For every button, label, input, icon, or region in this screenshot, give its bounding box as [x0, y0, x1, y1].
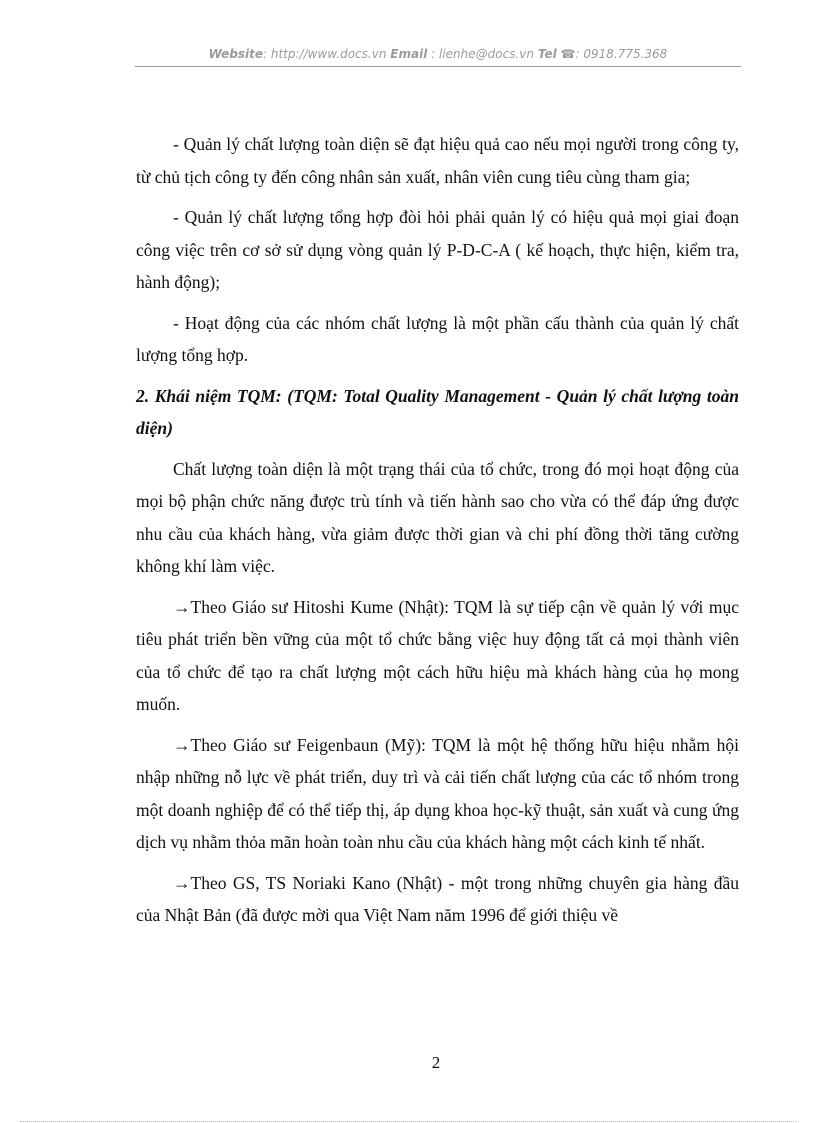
paragraph-definition: Chất lượng toàn diện là một trạng thái của tổ chức, trong đó mọi hoạt động của mọi bộ phận chức năng được trù tính và tiến hành sao cho vừa có thể đáp ứng được nhu cầu của khách hàng, vừa giảm được thời gian và chi phí đồng thời tăng cường không khí làm việc. — [136, 458, 739, 576]
website-label: Website — [208, 47, 263, 61]
paragraph-bullet-3: - Hoạt động của các nhóm chất lượng là một phần cấu thành của quản lý chất lượng tổng hợp. — [136, 312, 739, 365]
page-number: 2 — [431, 1053, 441, 1072]
header-divider — [135, 66, 741, 67]
paragraph-bullet-2: - Quản lý chất lượng tổng hợp đòi hỏi phải quản lý có hiệu quả mọi giai đoạn công việc trên cơ sở sử dụng vòng quản lý P-D-C-A ( kế hoạch, thực hiện, kiểm tra, hành động); — [136, 207, 739, 292]
paragraph-kano: →Theo GS, TS Noriaki Kano (Nhật) - một trong những chuyên gia hàng đầu của Nhật Bản (đã được mời qua Việt Nam năm 1996 để giới thiệu về — [136, 872, 739, 925]
email-label: Email — [390, 47, 428, 61]
section-heading: 2. Khái niệm TQM: (TQM: Total Quality Management - Quản lý chất lượng toàn diện) — [136, 385, 739, 438]
document-body — [136, 128, 739, 940]
page-header — [135, 47, 741, 61]
page-bottom-divider — [20, 1121, 796, 1122]
paragraph-bullet-1: - Quản lý chất lượng toàn diện sẽ đạt hiệu quả cao nếu mọi người trong công ty, từ chủ tịch công ty đến công nhân sản xuất, nhân viên cung tiêu cùng tham gia; — [136, 134, 739, 187]
email-value: : lienhe@docs.vn — [431, 47, 534, 61]
tel-label: Tel — [537, 47, 557, 61]
tel-value: : 0918.775.368 — [575, 47, 668, 61]
paragraph-feigenbaun: →Theo Giáo sư Feigenbaun (Mỹ): TQM là một hệ thống hữu hiệu nhằm hội nhập những nỗ lực về phát triển, duy trì và cải tiến chất lượng của các tổ nhóm trong một doanh nghiệp để có thể tiếp thị, áp dụng khoa học-kỹ thuật, sản xuất và cung ứng dịch vụ nhằm thỏa mãn hoàn toàn nhu cầu của khách hàng một cách kinh tế nhất. — [136, 734, 739, 852]
paragraph-kume: →Theo Giáo sư Hitoshi Kume (Nhật): TQM là sự tiếp cận về quản lý với mục tiêu phát triển bền vững của một tổ chức bằng việc huy động tất cả mọi thành viên của tổ chức để tạo ra chất lượng một cách hữu hiệu mà khách hàng của họ mong muốn. — [136, 596, 739, 714]
website-value: : http://www.docs.vn — [263, 47, 387, 61]
phone-icon: ☎ — [560, 47, 576, 61]
